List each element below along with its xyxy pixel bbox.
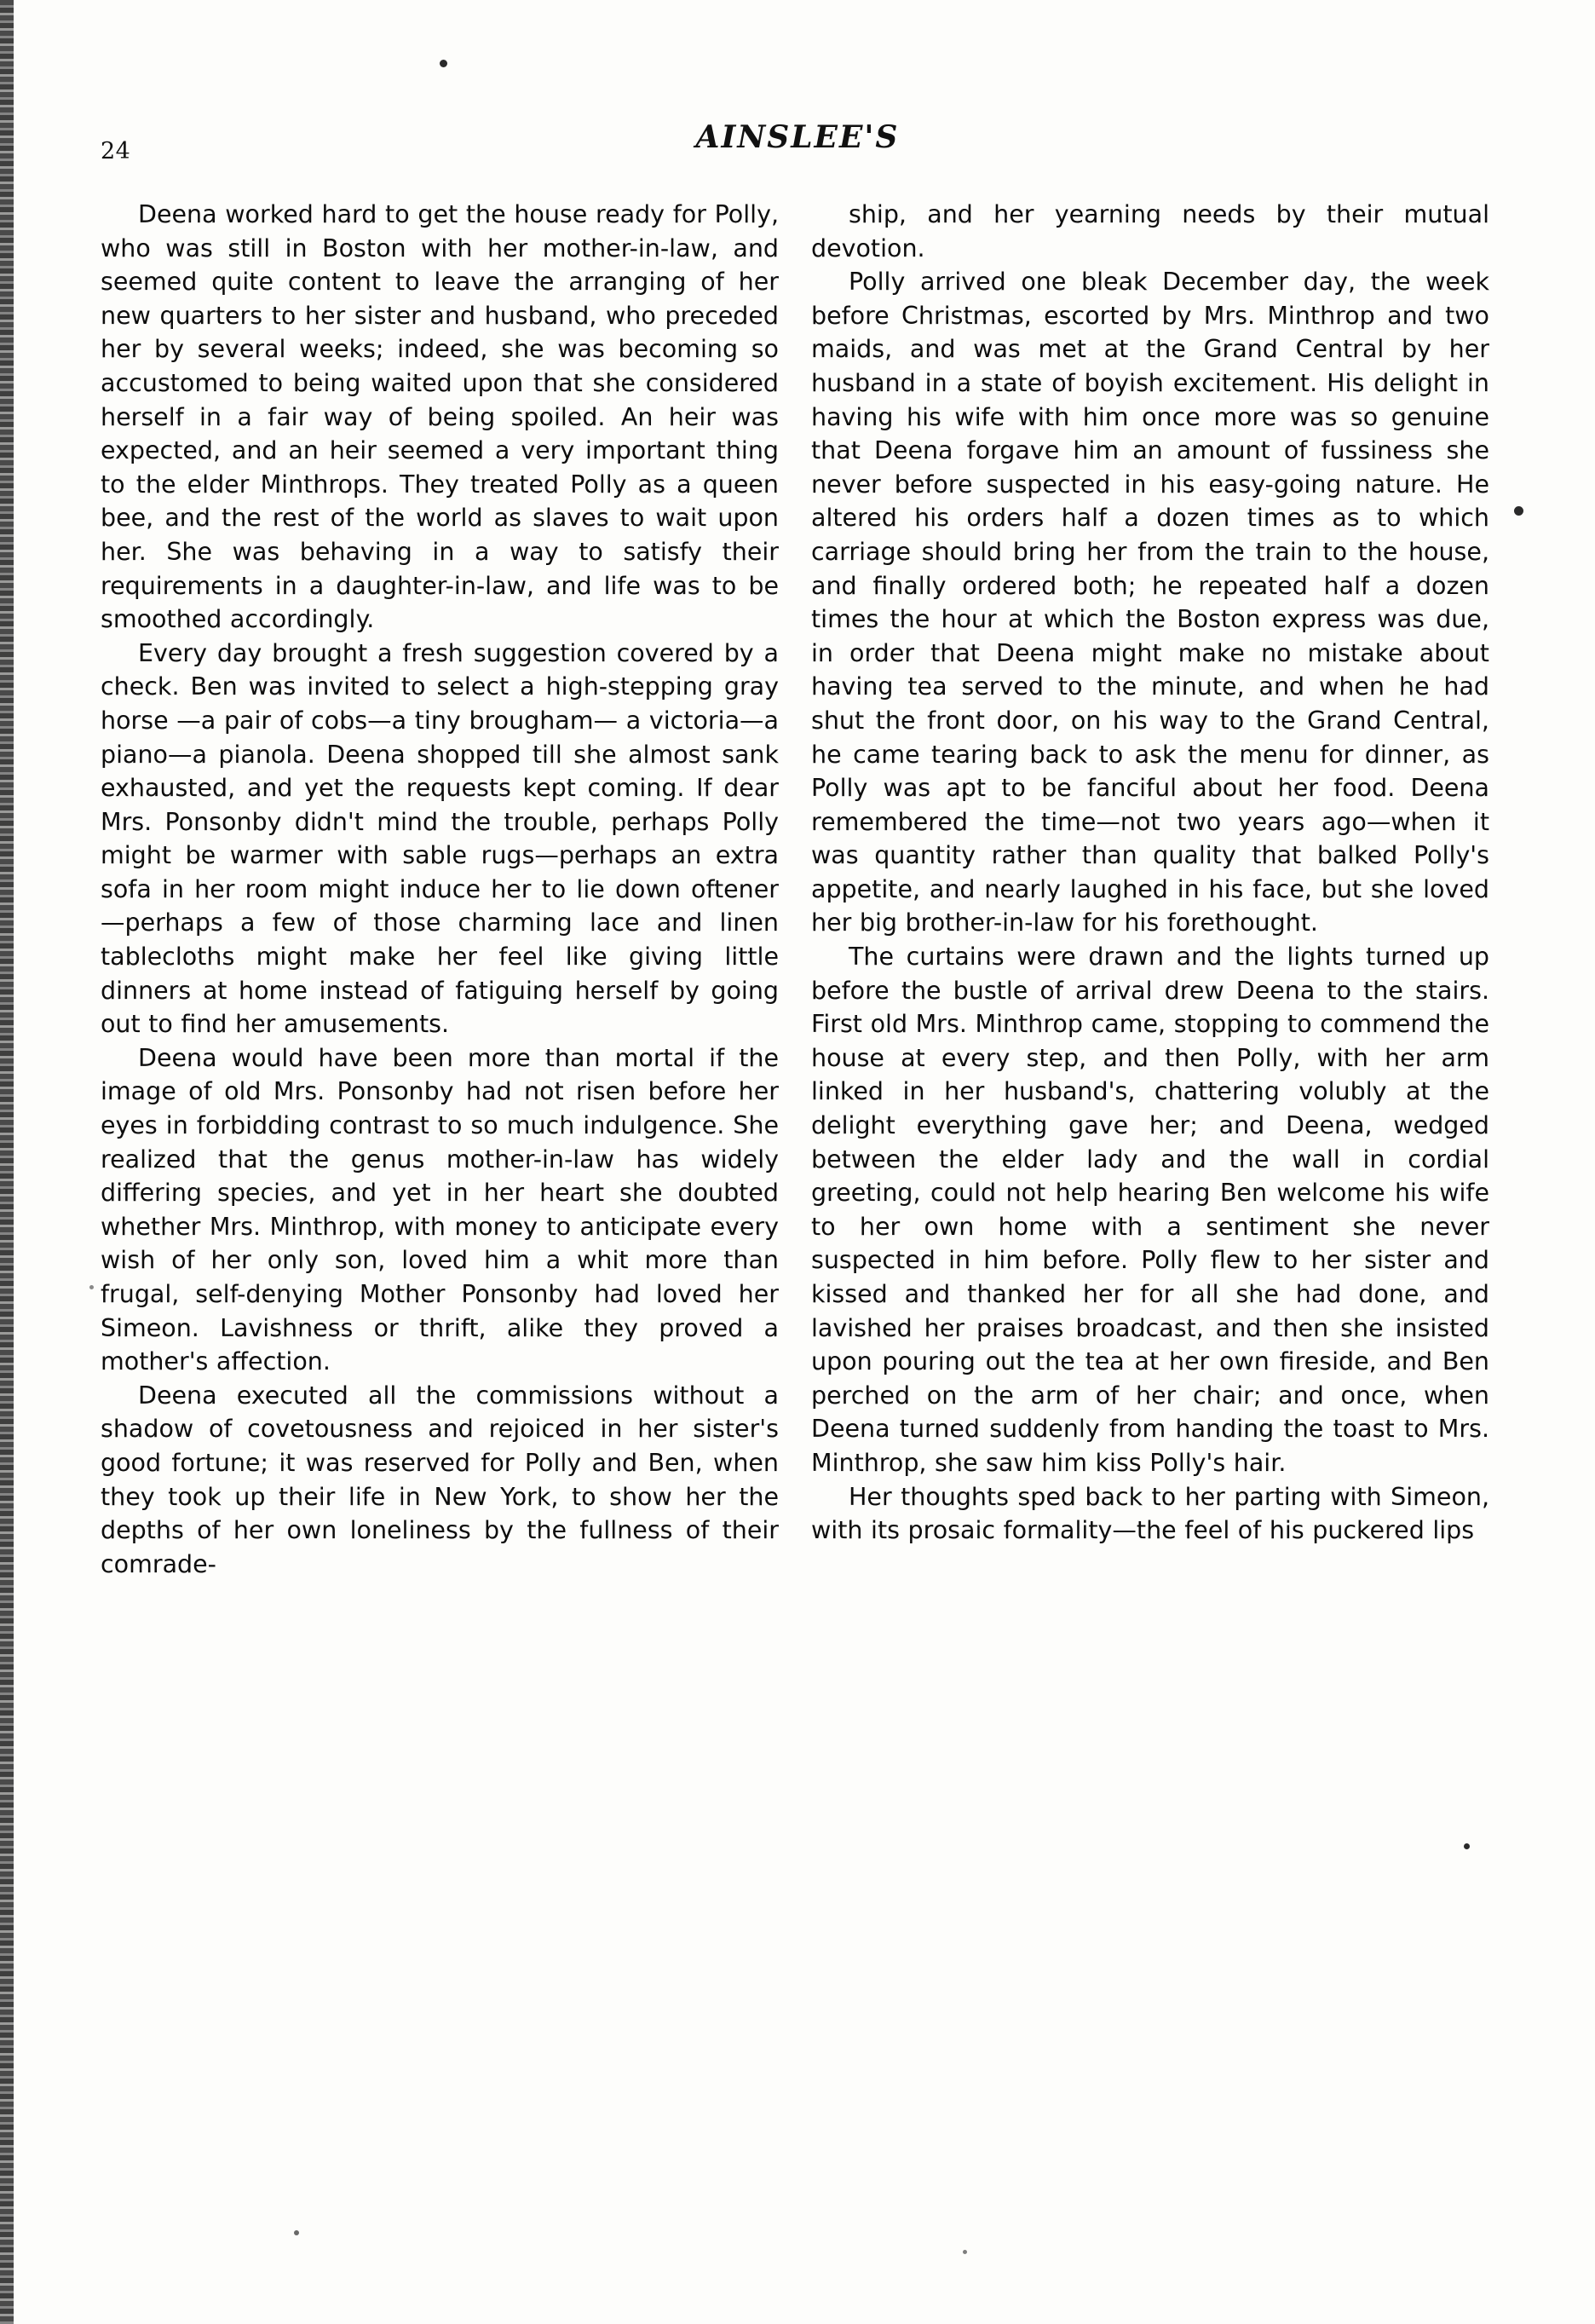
paragraph: Every day brought a fresh suggestion covered by a check. Ben was invited to select a high-stepping gray horse —a pair of cobs—a tiny brougham— a victoria—a piano—a pianola. Deena shopped till she almost sank exhausted, and yet the requests kept coming. If dear Mrs. Ponsonby didn't mind the trouble, perhaps Polly might be warmer with sable rugs—perhaps an extra sofa in her room might induce her to lie down oftener—perhaps a few of those charming lace and linen tablecloths might make her feel like giving little dinners at home instead of fatiguing herself by going out to find her amusements. xyxy=(101,638,779,1039)
paragraph: Polly arrived one bleak December day, the week before Christmas, escorted by Mrs. Minthrop and two maids, and was met at the Grand Central by her husband in a state of boyish excitement. His delight in having his wife with him once more was so genuine that Deena forgave him an amount of fussiness she never before suspected in his easy-going nature. He altered his orders half a dozen times as to which carriage should bring her from the train to the house, and finally ordered both; he repeated half a dozen times the hour at which the Boston express was due, in order that Deena might make no mistake about having tea served to the minute, and when he had shut the front door, on his way to the Grand Central, he came tearing back to ask the menu for dinner, as Polly was apt to be fanciful about her food. Deena remembered the time—not two years ago—when it was quantity rather than quality that balked Polly's appetite, and nearly laughed in his face, but she loved her big brother-in-law for his forethought. xyxy=(811,268,1489,937)
scan-speck xyxy=(1514,506,1523,516)
left-column xyxy=(101,198,779,1581)
scan-edge-artifact xyxy=(0,0,14,2324)
paragraph: Her thoughts sped back to her parting with Simeon, with its prosaic formality—the feel of his puckered lips xyxy=(811,1482,1489,1545)
running-title: AINSLEE'S xyxy=(695,119,900,155)
scan-speck xyxy=(1464,1843,1470,1849)
paragraph: ship, and her yearning needs by their mutual devotion. xyxy=(811,200,1489,262)
paragraph: The curtains were drawn and the lights turned up before the bustle of arrival drew Deena to the stairs. First old Mrs. Minthrop came, stopping to commend the house at every step, and then Polly, with her arm linked in her husband's, chattering volubly at the delight everything gave her; and Deena, wedged between the elder lady and the wall in cordial greeting, could not help hearing Ben welcome his wife to her own home with a sentiment she never suspected in him before. Polly flew to her sister and kissed and thanked her for all she had done, and lavished her praises broadcast, and then she insisted upon pouring out the tea at her own fireside, and Ben perched on the arm of her chair; and once, when Deena turned suddenly from handing the toast to Mrs. Minthrop, she saw him kiss Polly's hair. xyxy=(811,943,1489,1477)
paragraph: Deena would have been more than mortal if the image of old Mrs. Ponsonby had not risen before her eyes in forbidding contrast to so much indulgence. She realized that the genus mother-in-law has widely differing species, and yet in her heart she doubted whether Mrs. Minthrop, with money to anticipate every wish of her only son, loved him a whit more than frugal, self-denying Mother Ponsonby had loved her Simeon. Lavishness or thrift, alike they proved a mother's affection. xyxy=(101,1043,779,1376)
scan-speck xyxy=(294,2230,299,2235)
page-number: 24 xyxy=(101,138,131,164)
right-column xyxy=(811,198,1489,1581)
scan-speck xyxy=(963,2250,967,2254)
paragraph: Deena executed all the commissions without a shadow of covetousness and rejoiced in her sister's good fortune; it was reserved for Polly and Ben, when they took up their life in New York, to show her the depths of her own loneliness by the fullness of their comrade- xyxy=(101,1381,779,1578)
scan-speck xyxy=(89,1285,94,1289)
page-header xyxy=(0,119,1595,170)
body-columns xyxy=(101,198,1489,1581)
paragraph: Deena worked hard to get the house ready for Polly, who was still in Boston with her mother-in-law, and seemed quite content to leave the arranging of her new quarters to her sister and husband, who preceded her by several weeks; indeed, she was becoming so accustomed to being waited upon that she considered herself in a fair way of being spoiled. An heir was expected, and an heir seemed a very important thing to the elder Minthrops. They treated Polly as a queen bee, and the rest of the world as slaves to wait upon her. She was behaving in a way to satisfy their requirements in a daughter-in-law, and life was to be smoothed accordingly. xyxy=(101,200,779,634)
scan-speck xyxy=(440,60,447,67)
